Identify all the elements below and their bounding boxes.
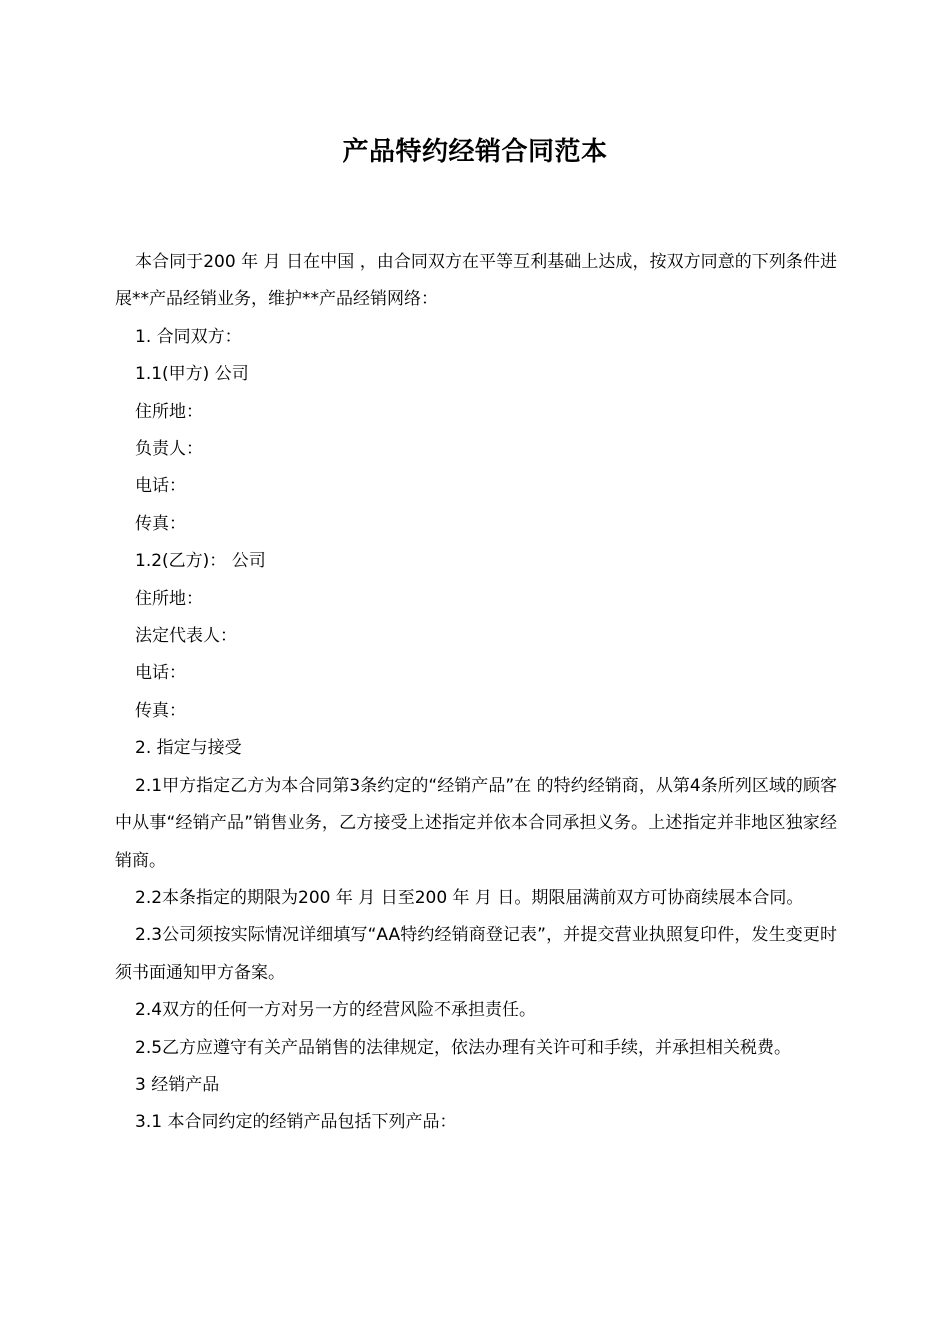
clause-2-5: 2.5乙方应遵守有关产品销售的法律规定，依法办理有关许可和手续，并承担相关税费。 — [135, 1037, 792, 1058]
clause-2-2: 2.2本条指定的期限为200 年 月 日至200 年 月 日。期限届满前双方可协商续展本合同。 — [135, 887, 804, 908]
section-1-heading: 1. 合同双方： — [135, 326, 242, 347]
document-title: 产品特约经销合同范本 — [342, 137, 608, 167]
section-2-heading: 2. 指定与接受 — [135, 738, 242, 759]
party-a-address: 住所地： — [135, 401, 203, 422]
section-3-heading: 3 经销产品 — [135, 1074, 220, 1095]
party-a-fax: 传真： — [135, 513, 186, 534]
party-a-phone: 电话： — [135, 476, 186, 497]
document-body — [115, 244, 837, 1142]
intro-paragraph: 本合同于200 年 月 日在中国 ，由合同双方在平等互利基础上达成，按双方同意的下列条件进展**产品经销业务，维护**产品经销网络： — [115, 252, 837, 310]
party-b-representative: 法定代表人： — [135, 626, 237, 647]
party-b-phone: 电话： — [135, 663, 186, 684]
party-b-fax: 传真： — [135, 700, 186, 721]
clause-2-3: 2.3公司须按实际情况详细填写“AA特约经销商登记表”，并提交营业执照复印件，发生变更时须书面通知甲方备案。 — [115, 925, 837, 983]
party-a-company: 1.1(甲方) 公司 — [135, 364, 249, 385]
clause-2-4: 2.4双方的任何一方对另一方的经营风险不承担责任。 — [135, 1000, 537, 1021]
clause-2-1: 2.1甲方指定乙方为本合同第3条约定的“经销产品”在 的特约经销商，从第4条所列区域的顾客中从事“经销产品”销售业务，乙方接受上述指定并依本合同承担义务。上述指定并非地区独家经销商。 — [115, 775, 837, 871]
party-a-manager: 负责人： — [135, 439, 203, 460]
clause-3-1: 3.1 本合同约定的经销产品包括下列产品： — [135, 1112, 457, 1133]
party-b-company: 1.2(乙方)： 公司 — [135, 551, 266, 572]
party-b-address: 住所地： — [135, 588, 203, 609]
